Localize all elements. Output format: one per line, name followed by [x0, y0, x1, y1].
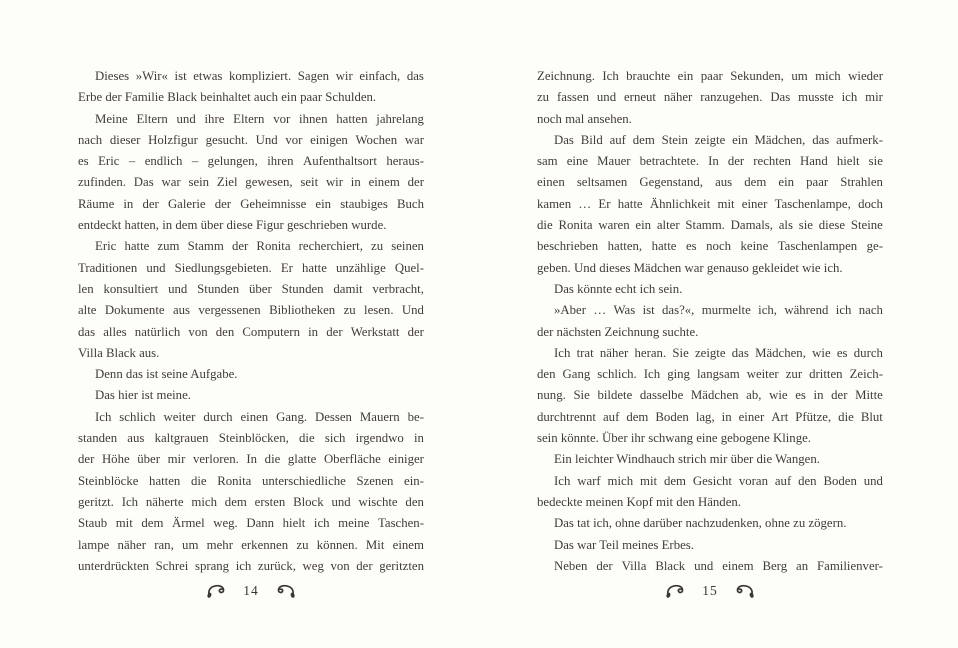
- text-line: es Eric – endlich – gelungen, ihren Aufenthaltsort heraus-: [78, 154, 424, 169]
- book-page-right: [537, 66, 883, 577]
- text-line: Erbe der Familie Black beinhaltet auch ein paar Schulden.: [78, 90, 377, 105]
- text-line: Villa Black aus.: [78, 345, 160, 360]
- text-line: das alles natürlich von den Computern in der Werkstatt der: [78, 324, 424, 339]
- text-line: Das tat ich, ohne darüber nachzudenken, ohne zu zögern.: [554, 516, 847, 531]
- vine-curl-ornament-icon: [206, 583, 228, 599]
- text-line: beschrieben hatten, hatte es noch keine Taschenlampen ge-: [537, 239, 883, 254]
- text-line: bedeckte meinen Kopf mit den Händen.: [537, 494, 741, 509]
- text-line: Denn das ist seine Aufgabe.: [95, 367, 238, 382]
- text-line: nach dieser Holzfigur gesucht. Und vor einigen Wochen war: [78, 132, 424, 147]
- text-line: entdeckt hatten, in dem über diese Figur geschrieben wurde.: [78, 218, 387, 233]
- text-line: Steinblöcke hatten die Ronita unterschiedliche Szenen ein-: [78, 473, 424, 488]
- text-line: noch mal ansehen.: [537, 111, 632, 126]
- page-number: 15: [702, 583, 718, 598]
- text-line: Ein leichter Windhauch strich mir über die Wangen.: [554, 452, 820, 467]
- text-line: Ich trat näher heran. Sie zeigte das Mädchen, wie es durch: [554, 345, 883, 360]
- text-line: Ich warf mich mit dem Gesicht voran auf den Boden und: [554, 473, 883, 488]
- page-number: 14: [243, 583, 259, 598]
- text-line: kamen … Er hatte Ähnlichkeit mit einer Taschenlampe, doch: [537, 196, 883, 211]
- text-line: geben. Und dieses Mädchen war genauso gekleidet wie ich.: [537, 260, 843, 275]
- text-line: einen seltsamen Gegenstand, aus dem ein paar Strahlen: [537, 175, 883, 190]
- text-line: sein könnte. Über ihr schwang eine gebogene Klinge.: [537, 431, 811, 446]
- text-line: alte Dokumente aus vergessenen Bibliotheken zu lesen. Und: [78, 303, 424, 318]
- vine-curl-ornament-icon: [733, 583, 755, 599]
- text-line: geritzt. Ich näherte mich dem ersten Block und wischte den: [78, 494, 424, 509]
- vine-curl-ornament-icon: [665, 583, 687, 599]
- text-line: Räume in der Galerie der Geheimnisse ein staubiges Buch: [78, 196, 424, 211]
- text-line: zufinden. Das war sein Ziel gewesen, seit wir in einem der: [78, 175, 424, 190]
- text-line: sam eine Mauer betrachtete. In der rechten Hand hielt sie: [537, 154, 883, 169]
- text-line: nung. Sie bildete dasselbe Mädchen ab, wie es in der Mitte: [537, 388, 883, 403]
- page-footer-left: [78, 580, 424, 602]
- text-line: durchtrennt auf dem Boden lag, in einer Art Pfütze, die Blut: [537, 409, 883, 424]
- text-line: »Aber … Was ist das?«, murmelte ich, während ich nach: [554, 303, 883, 318]
- text-line: Zeichnung. Ich brauchte ein paar Sekunden, um mich wieder: [537, 69, 883, 83]
- text-line: der Höhe über mir verloren. In die glatte Oberfläche einiger: [78, 452, 424, 467]
- text-line: Neben der Villa Black und einem Berg an Familienver-: [554, 558, 883, 573]
- text-line: Ich schlich weiter durch einen Gang. Dessen Mauern be-: [95, 409, 424, 424]
- text-line: Meine Eltern und ihre Eltern vor ihnen hatten jahrelang: [95, 111, 424, 126]
- text-line: unterdrückten Schrei sprang ich zurück, weg von der geritzten: [78, 558, 424, 573]
- text-line: die Ronita waren ein alter Stamm. Damals, als sie diese Steine: [537, 218, 883, 233]
- text-line: Das könnte echt ich sein.: [554, 281, 683, 296]
- text-line: den Gang schlich. Ich ging langsam weiter zur dritten Zeich-: [537, 367, 883, 382]
- text-line: Eric hatte zum Stamm der Ronita recherchiert, zu seinen: [95, 239, 424, 254]
- text-line: zu fassen und erneut näher ranzugehen. Das musste ich mir: [537, 90, 883, 105]
- text-line: Dieses »Wir« ist etwas kompliziert. Sagen wir einfach, das: [95, 69, 424, 83]
- text-line: der nächsten Zeichnung suchte.: [537, 324, 699, 339]
- text-line: standen aus kaltgrauen Steinblöcken, die sich irgendwo in: [78, 431, 424, 446]
- book-page-left: [78, 66, 424, 577]
- text-line: Staub mit dem Ärmel weg. Dann hielt ich meine Taschen-: [78, 516, 424, 531]
- vine-curl-ornament-icon: [274, 583, 296, 599]
- text-line: lampe näher ran, um mehr erkennen zu können. Mit einem: [78, 537, 424, 552]
- text-line: Das Bild auf dem Stein zeigte ein Mädchen, das aufmerk-: [554, 132, 883, 147]
- page-footer-right: [537, 580, 883, 602]
- text-line: Das war Teil meines Erbes.: [554, 537, 694, 552]
- text-line: len konsultiert und Stunden über Stunden damit verbracht,: [78, 281, 424, 296]
- text-line: Das hier ist meine.: [95, 388, 191, 403]
- text-line: Traditionen und Siedlungsgebieten. Er hatte unzählige Quel-: [78, 260, 424, 275]
